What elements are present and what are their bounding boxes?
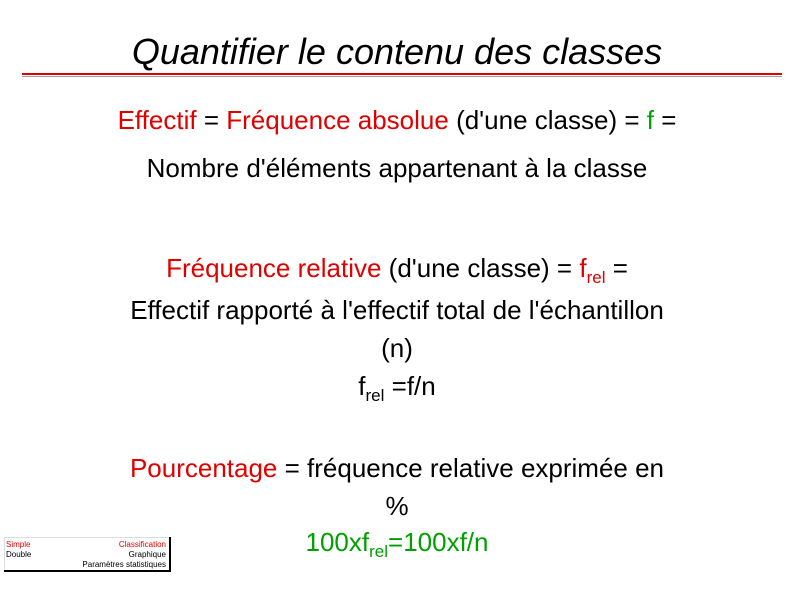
page-title: Quantifier le contenu des classes (131, 31, 663, 72)
nav-link-simple[interactable]: Simple (6, 540, 31, 549)
formula-frel: $f_{rel} =f/n$ (358, 371, 436, 405)
symbol-f: f (646, 105, 654, 135)
term-frequence-relative: Fréquence relative (166, 253, 382, 283)
formula-pourcentage: $100xf_{rel}=100xf/n$ (305, 527, 489, 561)
title-underline (22, 73, 782, 75)
definition-effectif-line2: Nombre d'éléments appartenant à la classe (146, 153, 648, 183)
nav-link-classification[interactable]: Classification (118, 540, 166, 549)
nav-link-parametres[interactable]: Paramètres statistiques (82, 560, 166, 569)
definition-frequence-relative-line1: Fréquence relative (d'une classe) = $f_{rel}$ = (166, 253, 628, 287)
definition-frequence-relative (0, 252, 794, 405)
title-underline-shadow (22, 76, 782, 77)
term-pourcentage: Pourcentage (129, 453, 278, 483)
definition-pourcentage-line2: % (385, 491, 409, 521)
navigation-panel (4, 537, 171, 572)
term-effectif: Effectif (117, 105, 197, 135)
definition-pourcentage-line1: Pourcentage = fréquence relative exprimée en (129, 453, 665, 483)
nav-link-graphique[interactable]: Graphique (128, 550, 166, 559)
definition-effectif (0, 104, 794, 184)
definition-frequence-relative-line3: (n) (381, 333, 413, 363)
definition-frequence-relative-line2: Effectif rapporté à l'effectif total de l'échantillon (130, 295, 664, 325)
term-frequence-absolue: Fréquence absolue (226, 105, 449, 135)
definition-effectif-line1: Effectif = Fréquence absolue (d'une classe) = f = (117, 105, 677, 135)
nav-link-double[interactable]: Double (6, 550, 32, 559)
symbol-frel: $f_{rel}$ (579, 253, 606, 287)
